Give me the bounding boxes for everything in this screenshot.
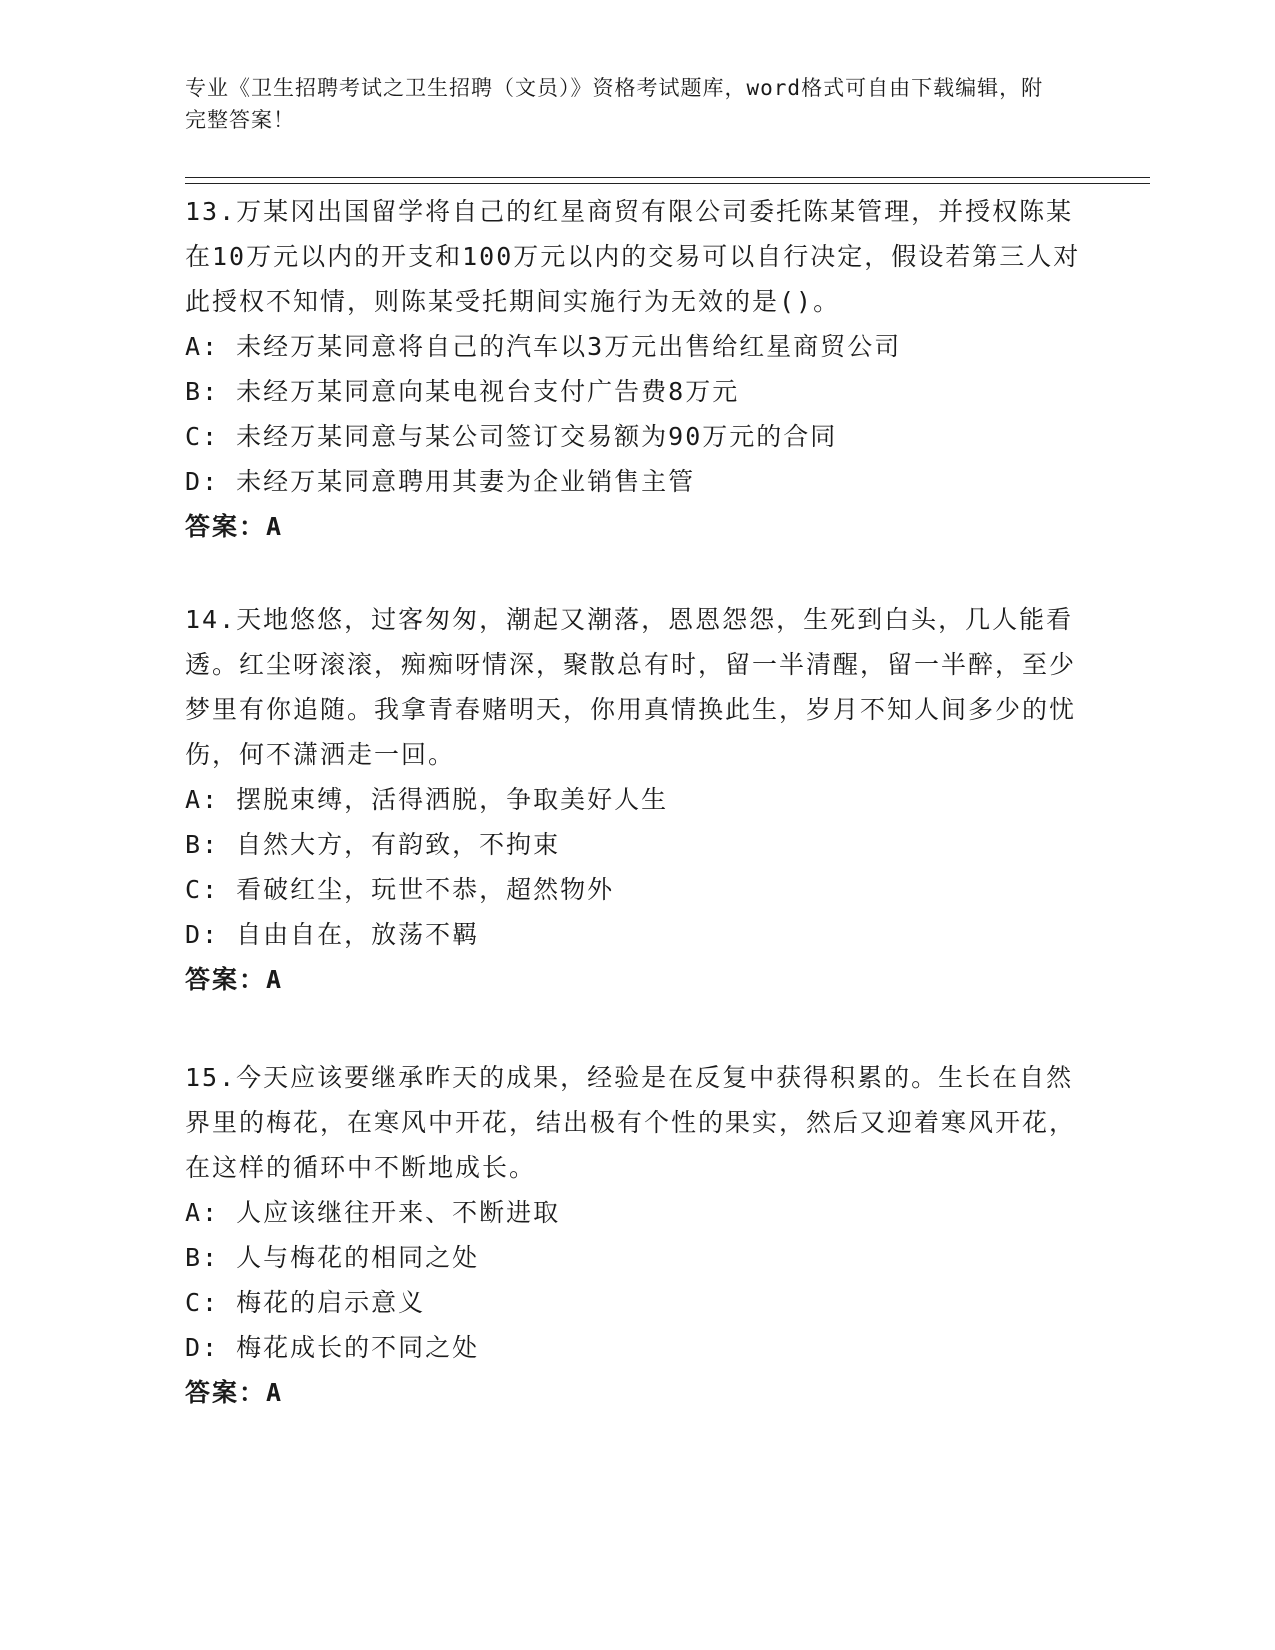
answer: 答案：A xyxy=(185,512,284,541)
option-a: A: 未经万某同意将自己的汽车以3万元出售给红星商贸公司 xyxy=(185,332,902,361)
answer: 答案：A xyxy=(185,1378,284,1407)
option-a: A: 人应该继往开来、不断进取 xyxy=(185,1198,561,1227)
option-d: D: 未经万某同意聘用其妻为企业销售主管 xyxy=(185,467,696,496)
question-stem: 15.今天应该要继承昨天的成果，经验是在反复中获得积累的。生长在自然界里的梅花，在寒风中开花，结出极有个性的果实，然后又迎着寒风开花，在这样的循环中不断地成长。 xyxy=(185,1063,1077,1182)
option-d: D: 自由自在，放荡不羁 xyxy=(185,920,480,949)
question-13 xyxy=(185,189,1085,549)
question-15 xyxy=(185,1055,1085,1415)
option-a: A: 摆脱束缚，活得洒脱，争取美好人生 xyxy=(185,785,669,814)
option-c: C: 梅花的启示意义 xyxy=(185,1288,426,1317)
option-b: B: 人与梅花的相同之处 xyxy=(185,1243,480,1272)
answer: 答案：A xyxy=(185,965,284,994)
header-divider-bottom xyxy=(185,183,1150,184)
question-14 xyxy=(185,597,1085,1002)
question-stem: 14.天地悠悠，过客匆匆，潮起又潮落，恩恩怨怨，生死到白头，几人能看透。红尘呀滚滚，痴痴呀情深，聚散总有时，留一半清醒，留一半醉，至少梦里有你追随。我拿青春赌明天，你用真情换此生，岁月不知人间多少的忧伤，何不潇洒走一回。 xyxy=(185,605,1077,769)
option-c: C: 看破红尘，玩世不恭，超然物外 xyxy=(185,875,615,904)
option-b: B: 自然大方，有韵致，不拘束 xyxy=(185,830,561,859)
header-divider-top xyxy=(185,177,1150,178)
option-c: C: 未经万某同意与某公司签订交易额为90万元的合同 xyxy=(185,422,838,451)
option-b: B: 未经万某同意向某电视台支付广告费8万元 xyxy=(185,377,740,406)
document-intro: 专业《卫生招聘考试之卫生招聘（文员）》资格考试题库，word格式可自由下载编辑，附完整答案！ xyxy=(185,76,1044,132)
question-stem: 13.万某冈出国留学将自己的红星商贸有限公司委托陈某管理，并授权陈某在10万元以内的开支和100万元以内的交易可以自行决定，假设若第三人对此授权不知情，则陈某受托期间实施行为无效的是()。 xyxy=(185,197,1081,316)
option-d: D: 梅花成长的不同之处 xyxy=(185,1333,480,1362)
